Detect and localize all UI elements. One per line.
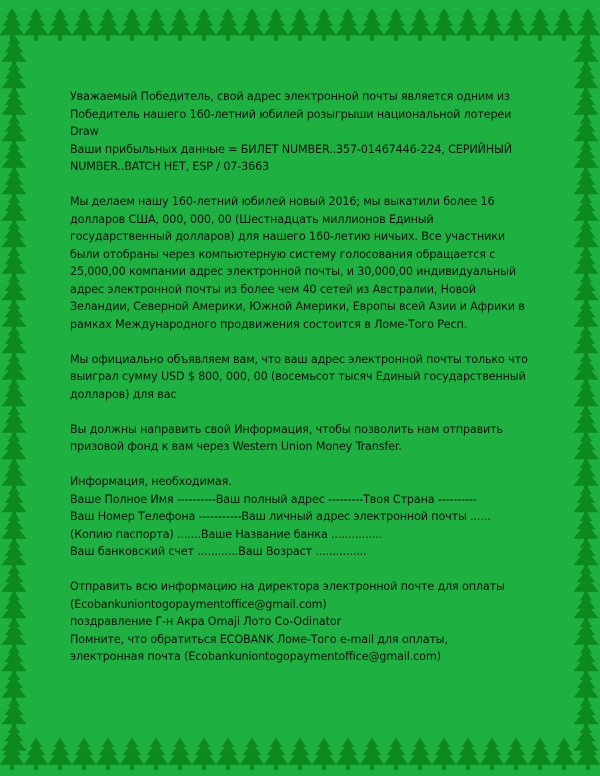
christmas-tree-icon <box>503 8 528 41</box>
signature-line: поздравление Г-н Акра Omaji Лото Co-Odinator <box>70 615 342 628</box>
winning-amount-paragraph: Мы официально объявляем вам, что ваш адрес электронной почты только что выиграл сумму USD $ 800, 000, 00 (восемьсот тысяч Единый государственный долларов) для вас <box>70 352 528 401</box>
christmas-tree-icon <box>455 8 480 41</box>
christmas-tree-icon <box>95 8 120 41</box>
christmas-tree-icon <box>263 8 288 41</box>
christmas-tree-icon <box>215 738 240 771</box>
christmas-tree-icon <box>23 738 48 771</box>
intro-text: Уважаемый Победитель, свой адрес электронной почты является одним из Победитель нашего 160-летний юбилей розыгрыши национальной лотереи Draw <box>70 90 512 138</box>
christmas-tree-icon <box>407 8 432 41</box>
christmas-tree-icon <box>191 738 216 771</box>
christmas-tree-icon <box>359 738 384 771</box>
prize-announcement-paragraph: Мы делаем нашу 160-летний юбилей новый 2016; мы выкатили более 16 долларов США, 000, 000, 00 (Шестнадцать миллионов Единый государственный долларов) для нашего 160-летию ничьих. Все участники были отобраны через компьютерную систему голосования обращается с 25,000,00 компании адрес электронной почты, и 30,000,00 индивидуальный адрес электронной почты из более чем 40 сетей из Австралии, Новой Зеландии, Северной Америки, Южной Америки, Европы всей Азии и Африки в рамках Международного продвижения состоится в Ломе-Того Респ. <box>70 195 525 331</box>
contact-email: электронная почта (Ecobankuniontogopaymentoffice@gmail.com) <box>70 650 441 663</box>
info-line: Ваше Полное Имя ----------Ваш полный адрес ---------Твоя Страна ---------- <box>70 492 477 506</box>
reminder-line: Помните, что обратиться ECOBANK Ломе-Того e-mail для оплаты, <box>70 632 448 646</box>
christmas-tree-icon <box>551 8 576 41</box>
christmas-tree-icon <box>143 738 168 771</box>
christmas-tree-icon <box>311 738 336 771</box>
ticket-details: Ваши прибыльных данные = БИЛЕТ NUMBER..357-01467446-224, СЕРИЙНЫЙ NUMBER..BATCH HET, ESP / 07-3663 <box>70 142 512 173</box>
christmas-tree-icon <box>287 8 312 41</box>
christmas-tree-icon <box>47 738 72 771</box>
christmas-tree-icon <box>239 738 264 771</box>
info-line: (Копию паспорта) .......Ваше Название банка ............... <box>70 527 383 541</box>
christmas-tree-icon <box>71 8 96 41</box>
christmas-tree-icon <box>287 738 312 771</box>
christmas-tree-icon <box>143 8 168 41</box>
info-line: Ваш банковский счет ............Ваш Возраст ............... <box>70 545 367 558</box>
christmas-tree-icon <box>311 8 336 41</box>
christmas-tree-icon <box>1 724 26 757</box>
info-line: Ваш Номер Телефона -----------Ваш личный адрес электронной почты ...... <box>70 510 491 523</box>
christmas-tree-icon <box>47 8 72 41</box>
christmas-tree-icon <box>551 738 576 771</box>
christmas-tree-icon <box>71 738 96 771</box>
christmas-tree-icon <box>95 738 120 771</box>
christmas-tree-icon <box>0 8 25 41</box>
christmas-tree-icon <box>359 8 384 41</box>
christmas-tree-icon <box>383 738 408 771</box>
send-instruction: Отправить всю информацию на директора электронной почте для оплаты <box>70 580 505 593</box>
christmas-tree-icon <box>431 738 456 771</box>
christmas-tree-icon <box>215 8 240 41</box>
christmas-tree-icon <box>479 738 504 771</box>
christmas-tree-icon <box>119 8 144 41</box>
christmas-tree-icon <box>455 738 480 771</box>
letter-body <box>70 88 530 683</box>
christmas-tree-icon <box>191 8 216 41</box>
christmas-tree-icon <box>167 8 192 41</box>
christmas-tree-icon <box>383 8 408 41</box>
christmas-tree-icon <box>407 738 432 771</box>
transfer-paragraph: Вы должны направить свой Информация, чтобы позволить нам отправить призовой фонд к вам через Western Union Money Transfer. <box>70 422 503 453</box>
christmas-tree-icon <box>479 8 504 41</box>
christmas-tree-icon <box>335 8 360 41</box>
contact-email: (Ecobankuniontogopaymentoffice@gmail.com) <box>70 597 327 611</box>
christmas-tree-icon <box>167 738 192 771</box>
christmas-tree-icon <box>527 738 552 771</box>
christmas-tree-icon <box>503 738 528 771</box>
christmas-tree-icon <box>335 738 360 771</box>
christmas-tree-icon <box>239 8 264 41</box>
christmas-tree-icon <box>263 738 288 771</box>
christmas-tree-icon <box>119 738 144 771</box>
christmas-tree-icon <box>573 724 598 757</box>
christmas-tree-icon <box>23 8 48 41</box>
christmas-tree-icon <box>431 8 456 41</box>
christmas-tree-icon <box>575 8 600 41</box>
info-heading: Информация, необходимая. <box>70 475 232 488</box>
christmas-tree-icon <box>527 8 552 41</box>
